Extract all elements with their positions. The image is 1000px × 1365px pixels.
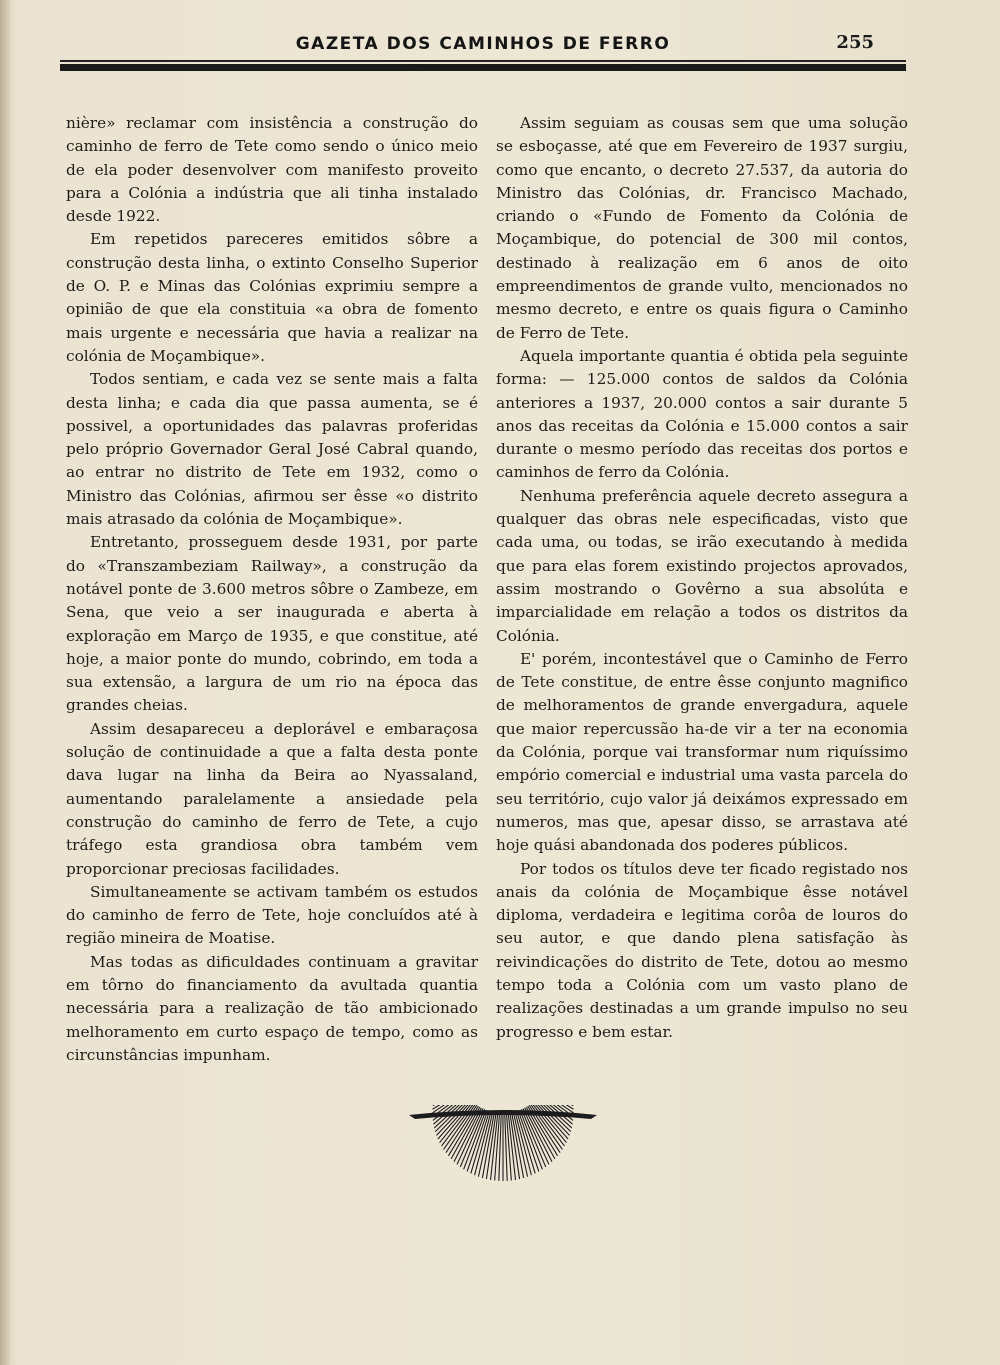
paragraph: Assim desapareceu a deplorável e embaraçosa solução de continuidade a que a falta desta ponte dava lugar na linha da Beira ao Nyassaland, aumentando paralelamente a ansiedade pela construção do caminho de ferro de Tete, a cujo tráfego esta grandiosa obra também vem proporcionar preciosas facilidades.	[66, 719, 478, 878]
header-rule-thick	[60, 64, 906, 71]
page-number: 255	[836, 32, 874, 53]
page-header	[60, 28, 906, 74]
paragraph: Mas todas as dificuldades continuam a gravitar em tôrno do financiamento da avultada quantia necessária para a realização de tão ambicionado melhoramento em curto espaço de tempo, como as circunstâncias impunham.	[66, 952, 478, 1064]
paragraph: Simultaneamente se activam também os estudos do caminho de ferro de Tete, hoje concluídos até à região mineira de Moatise.	[66, 882, 478, 948]
paragraph: Nenhuma preferência aquele decreto assegura a qualquer das obras nele especificadas, visto que cada uma, ou todas, se irão executando à medida que para elas forem existindo projectos aprovados, assim mostrando o Govêrno a sua absolúta e imparcialidade em relação a todos os distritos da Colónia.	[496, 486, 908, 645]
ornament-ray	[513, 1112, 527, 1177]
paragraph: nière» reclamar com insistência a construção do caminho de ferro de Tete como sendo o único meio de ela poder desenvolver com manifesto proveito para a Colónia a indústria que ali tinha instalado desde 1922.	[66, 114, 478, 226]
left-column	[66, 112, 478, 1067]
paragraph: Todos sentiam, e cada vez se sente mais a falta desta linha; e cada dia que passa aumenta, se é possivel, a oportunidades das palavras proferidas pelo próprio Governador Geral José Cabral quando, ao entrar no distrito de Tete em 1932, como o Ministro das Colónias, afirmou ser êsse «o distrito mais atrasado da colónia de Moçambique».	[66, 370, 478, 529]
running-title: GAZETA DOS CAMINHOS DE FERRO	[295, 34, 671, 54]
paragraph: Assim seguiam as cousas sem que uma solução se esboçasse, até que em Fevereiro de 1937 surgiu, como que encanto, o decreto 27.537, da autoria do Ministro das Colónias, dr. Francisco Machado, criando o «Fundo de Fomento da Colónia de Moçambique, do potencial de 300 mil contos, destinado à realização em 6 anos de oito empreendimentos de grande vulto, mencionados no mesmo decreto, e entre os quais figura o Caminho de Ferro de Tete.	[496, 114, 908, 342]
paragraph: Em repetidos pareceres emitidos sôbre a construção desta linha, o extinto Conselho Superior de O. P. e Minas das Colónias exprimiu sempre a opinião de que ela constituia «a obra de fomento mais urgente e necessária que havia a realizar na colónia de Moçambique».	[66, 230, 478, 365]
fan-ornament-icon	[405, 1105, 601, 1185]
paragraph: Aquela importante quantia é obtida pela seguinte forma: — 125.000 contos de saldos da Colónia anteriores a 1937, 20.000 contos a sair durante 5 anos das receitas da Colónia e 15.000 contos a sair durante o mesmo período das receitas dos portos e caminhos de ferro da Colónia.	[496, 346, 908, 482]
binding-edge	[0, 0, 10, 1365]
right-column	[496, 112, 908, 1044]
paragraph: E' porém, incontestável que o Caminho de Ferro de Tete constitue, de entre êsse conjunto magnifico de melhoramentos de grande envergadura, aquele que maior repercussão ha-de vir a ter na economia da Colónia, porque vai transformar num riquíssimo empório comercial e industrial uma vasta parcela do seu território, cujo valor já deixámos expressado em numeros, mas que, apesar disso, se arrastava até hoje quási abandonada dos poderes públicos.	[496, 649, 908, 855]
ornament-ray	[478, 1112, 492, 1177]
paragraph: Entretanto, prosseguem desde 1931, por parte do «Transzambeziam Railway», a construção da notável ponte de 3.600 metros sôbre o Zambeze, em Sena, que veio a ser inaugurada e aberta à exploração em Março de 1935, e que constitue, até hoje, a maior ponte do mundo, cobrindo, em toda a sua extensão, a largura de um rio na época das grandes cheias.	[66, 533, 478, 715]
paragraph: Por todos os títulos deve ter ficado registado nos anais da colónia de Moçambique êsse notável diploma, verdadeira e legitima corôa de louros do seu autor, e que dando plena satisfação às reivindicações do distrito de Tete, dotou ao mesmo tempo toda a Colónia com um vasto plano de realizações destinadas a um grande impulso no seu progresso e bem estar.	[496, 859, 908, 1041]
header-rule-thin	[60, 60, 906, 62]
